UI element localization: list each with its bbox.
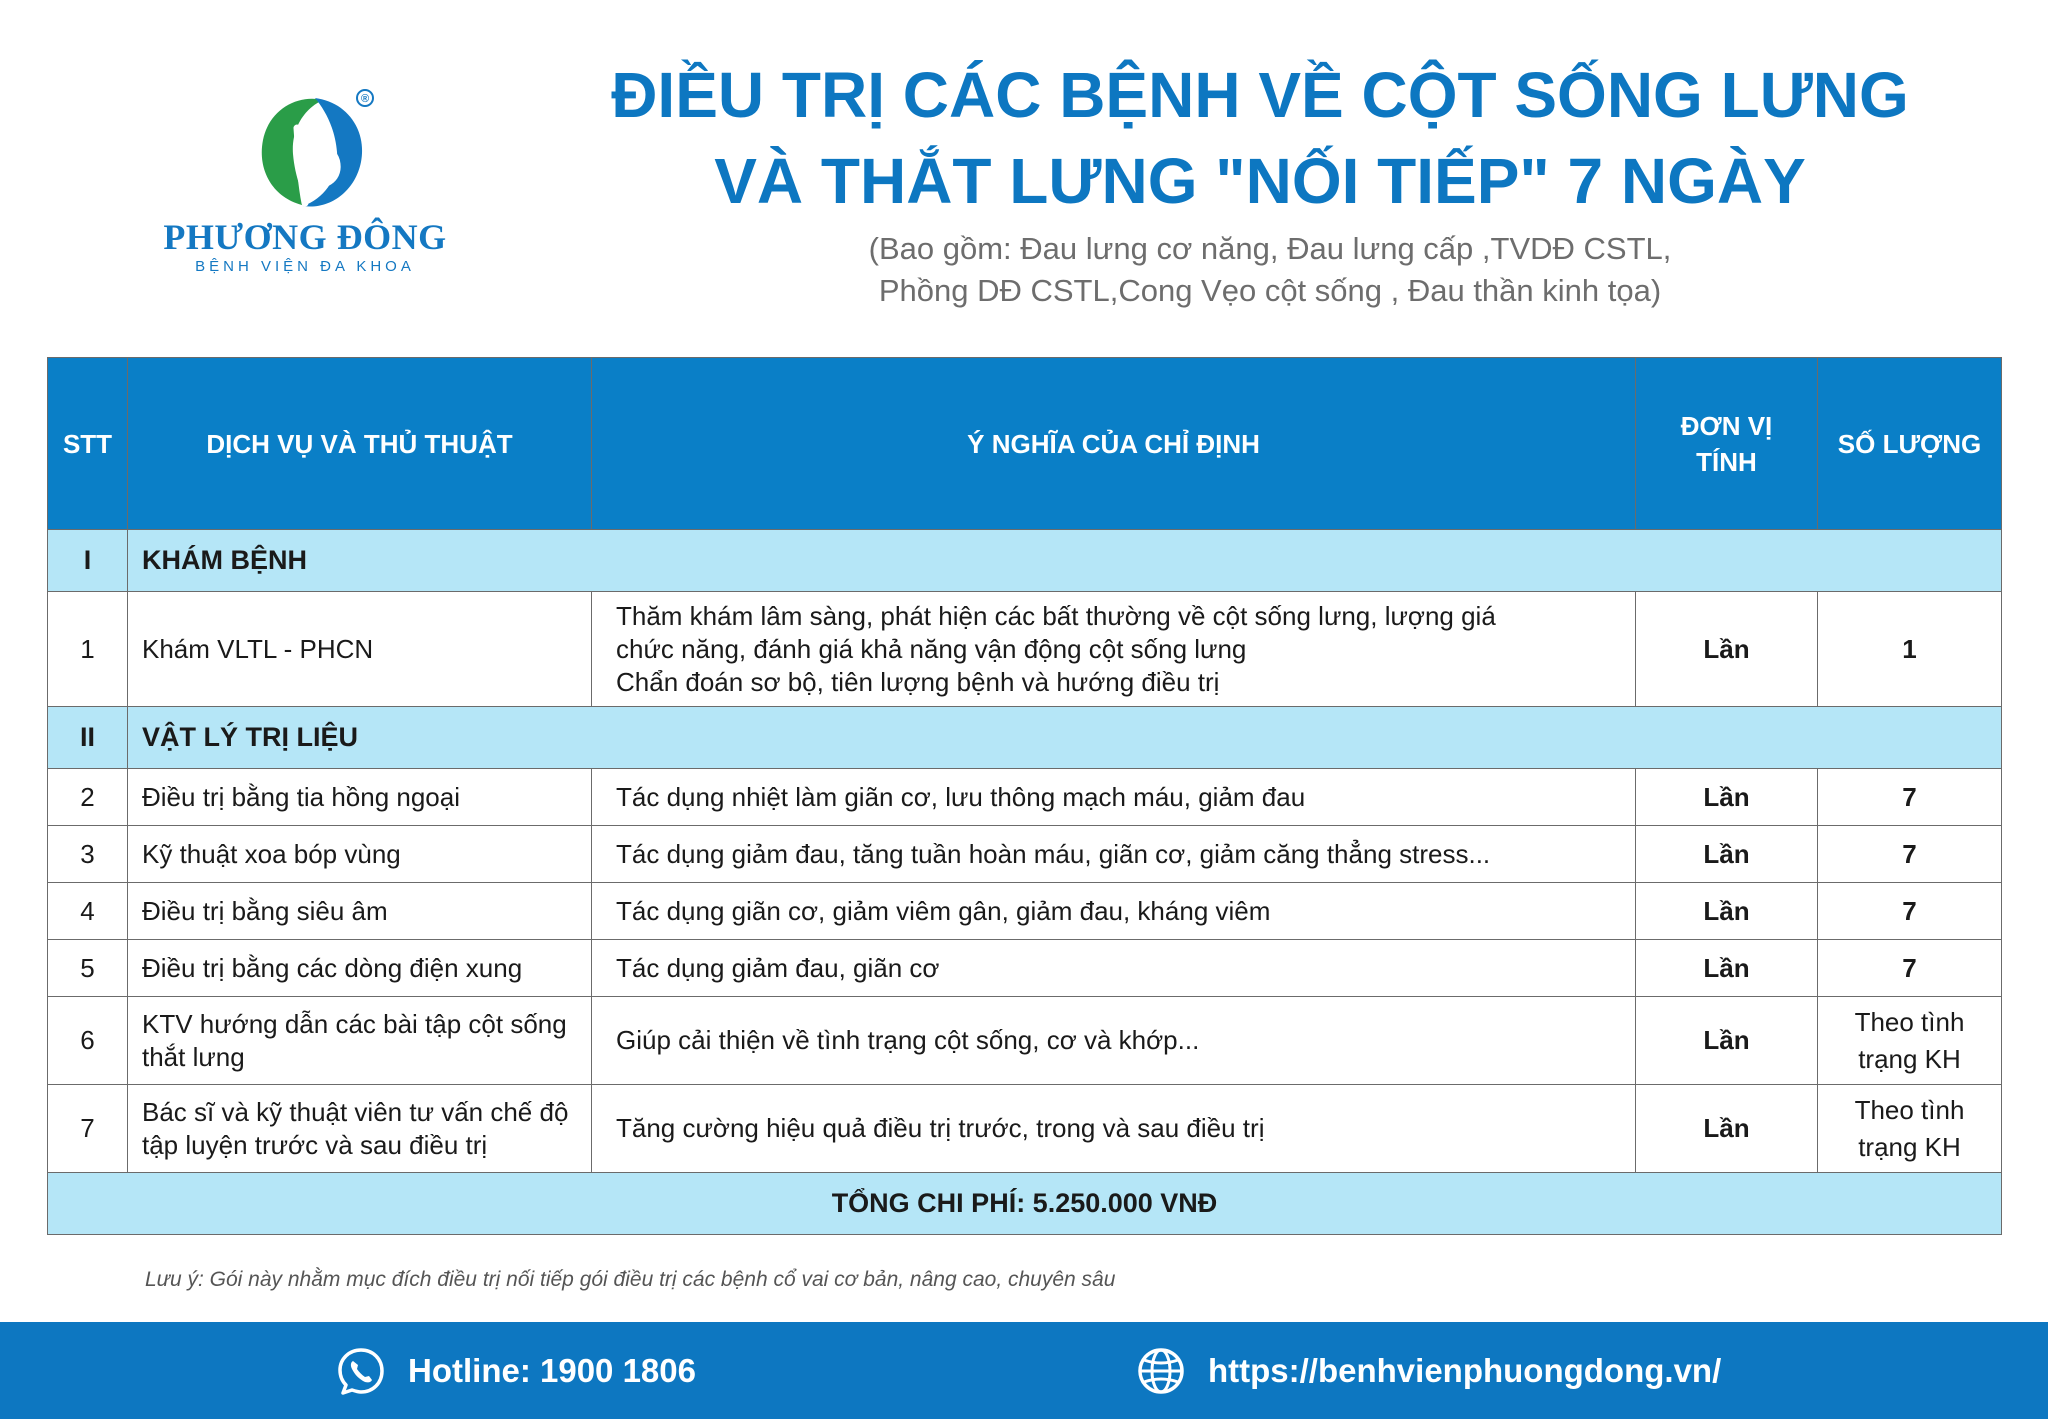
table-row bbox=[48, 997, 2002, 1085]
cell-service: Kỹ thuật xoa bóp vùng bbox=[128, 826, 592, 883]
table-row bbox=[48, 940, 2002, 997]
section-title: KHÁM BỆNH bbox=[128, 530, 2002, 592]
cell-unit: Lần bbox=[1636, 940, 1818, 997]
registered-mark: ® bbox=[360, 93, 370, 105]
subtitle-line-2: Phồng DĐ CSTL,Cong Vẹo cột sống , Đau thần kinh tọa) bbox=[878, 273, 1662, 308]
title-line-1: ĐIỀU TRỊ CÁC BỆNH VỀ CỘT SỐNG LƯNG bbox=[611, 59, 1909, 131]
table-row bbox=[48, 826, 2002, 883]
cell-qty: Theo tình trạng KH bbox=[1818, 997, 2002, 1085]
cell-qty: 7 bbox=[1818, 769, 2002, 826]
cell-unit: Lần bbox=[1636, 997, 1818, 1085]
meaning-line: Thăm khám lâm sàng, phát hiện các bất thường về cột sống lưng, lượng giá bbox=[616, 600, 1496, 631]
cell-stt: 5 bbox=[48, 940, 128, 997]
website-link[interactable] bbox=[1136, 1322, 1721, 1419]
cell-meaning bbox=[592, 592, 1636, 707]
cell-meaning: Tác dụng giảm đau, giãn cơ bbox=[592, 940, 1636, 997]
cell-qty: 7 bbox=[1818, 883, 2002, 940]
cell-service: Bác sĩ và kỹ thuật viên tư vấn chế độ tập luyện trước và sau điều trị bbox=[128, 1085, 592, 1173]
col-header-meaning: Ý NGHĨA CỦA CHỈ ĐỊNH bbox=[592, 358, 1636, 530]
table-row bbox=[48, 1085, 2002, 1173]
cell-unit: Lần bbox=[1636, 769, 1818, 826]
cell-service: KTV hướng dẫn các bài tập cột sống thắt lưng bbox=[128, 997, 592, 1085]
total-row bbox=[48, 1173, 2002, 1235]
col-header-service: DỊCH VỤ VÀ THỦ THUẬT bbox=[128, 358, 592, 530]
table-row bbox=[48, 883, 2002, 940]
cell-service: Điều trị bằng các dòng điện xung bbox=[128, 940, 592, 997]
col-header-unit: ĐƠN VỊ TÍNH bbox=[1636, 358, 1818, 530]
cell-unit: Lần bbox=[1636, 592, 1818, 707]
section-title: VẬT LÝ TRỊ LIỆU bbox=[128, 707, 2002, 769]
cell-qty: Theo tình trạng KH bbox=[1818, 1085, 2002, 1173]
hotline-link[interactable] bbox=[336, 1322, 696, 1419]
table-row bbox=[48, 769, 2002, 826]
cell-stt: 3 bbox=[48, 826, 128, 883]
cell-service: Điều trị bằng siêu âm bbox=[128, 883, 592, 940]
logo-subtitle: BỆNH VIỆN ĐA KHOA bbox=[195, 258, 415, 275]
cell-meaning: Tăng cường hiệu quả điều trị trước, trong và sau điều trị bbox=[592, 1085, 1636, 1173]
cell-stt: 1 bbox=[48, 592, 128, 707]
total-cost: TỔNG CHI PHÍ: 5.250.000 VNĐ bbox=[48, 1173, 2002, 1235]
page-subtitle bbox=[720, 228, 1820, 312]
meaning-line: Chẩn đoán sơ bộ, tiên lượng bệnh và hướng điều trị bbox=[616, 666, 1220, 697]
cell-meaning: Tác dụng giảm đau, tăng tuần hoàn máu, giãn cơ, giảm căng thẳng stress... bbox=[592, 826, 1636, 883]
subtitle-line-1: (Bao gồm: Đau lưng cơ năng, Đau lưng cấp ,TVDĐ CSTL, bbox=[868, 231, 1672, 266]
section-row-therapy bbox=[48, 707, 2002, 769]
section-num: I bbox=[48, 530, 128, 592]
phone-chat-icon bbox=[336, 1346, 386, 1396]
section-row-exam bbox=[48, 530, 2002, 592]
cell-meaning: Tác dụng nhiệt làm giãn cơ, lưu thông mạch máu, giảm đau bbox=[592, 769, 1636, 826]
cell-unit: Lần bbox=[1636, 826, 1818, 883]
title-line-2: VÀ THẮT LƯNG "NỐI TIẾP" 7 NGÀY bbox=[714, 145, 1806, 217]
cell-stt: 7 bbox=[48, 1085, 128, 1173]
hospital-logo bbox=[150, 88, 460, 278]
cell-stt: 2 bbox=[48, 769, 128, 826]
footnote: Lưu ý: Gói này nhằm mục đích điều trị nối tiếp gói điều trị các bệnh cổ vai cơ bản, nâng cao, chuyên sâu bbox=[145, 1268, 1116, 1291]
col-header-qty: SỐ LƯỢNG bbox=[1818, 358, 2002, 530]
page-title bbox=[560, 52, 1960, 224]
cell-unit: Lần bbox=[1636, 1085, 1818, 1173]
cell-qty: 1 bbox=[1818, 592, 2002, 707]
cell-unit: Lần bbox=[1636, 883, 1818, 940]
logo-mark-icon bbox=[245, 88, 375, 218]
col-header-stt: STT bbox=[48, 358, 128, 530]
globe-icon bbox=[1136, 1346, 1186, 1396]
cell-service: Khám VLTL - PHCN bbox=[128, 592, 592, 707]
table-row bbox=[48, 592, 2002, 707]
hotline-text: Hotline: 1900 1806 bbox=[408, 1351, 696, 1389]
meaning-line: chức năng, đánh giá khả năng vận động cột sống lưng bbox=[616, 633, 1247, 664]
section-num: II bbox=[48, 707, 128, 769]
cell-qty: 7 bbox=[1818, 826, 2002, 883]
cell-stt: 6 bbox=[48, 997, 128, 1085]
table-header-row bbox=[48, 358, 2002, 530]
cell-meaning: Giúp cải thiện về tình trạng cột sống, cơ và khớp... bbox=[592, 997, 1636, 1085]
footer-bar bbox=[0, 1322, 2048, 1419]
cell-service: Điều trị bằng tia hồng ngoại bbox=[128, 769, 592, 826]
cell-qty: 7 bbox=[1818, 940, 2002, 997]
logo-name: PHƯƠNG ĐÔNG bbox=[163, 217, 447, 257]
cell-stt: 4 bbox=[48, 883, 128, 940]
service-table bbox=[47, 357, 2002, 1235]
cell-meaning: Tác dụng giãn cơ, giảm viêm gân, giảm đau, kháng viêm bbox=[592, 883, 1636, 940]
website-text: https://benhvienphuongdong.vn/ bbox=[1208, 1351, 1722, 1389]
